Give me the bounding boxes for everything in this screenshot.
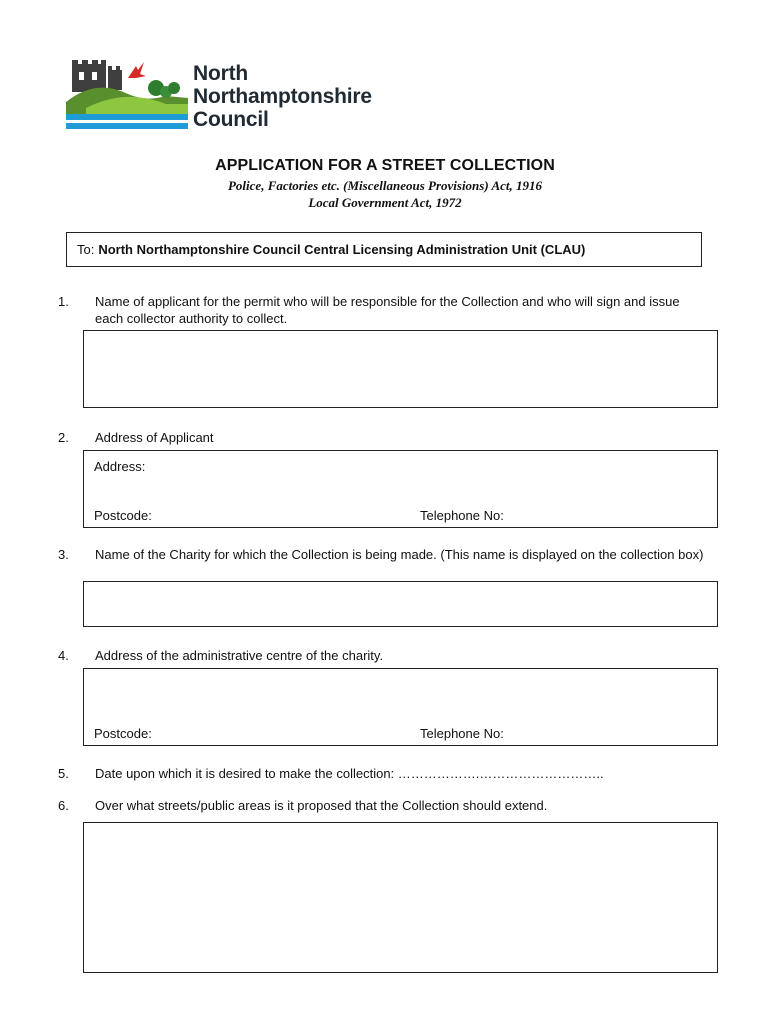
question-text: Address of the administrative centre of the charity. [95,648,384,663]
council-emblem-icon [66,58,188,130]
question-text: Over what streets/public areas is it proposed that the Collection should extend. [95,798,548,813]
council-logo [66,56,396,134]
question-text: Address of Applicant [95,430,214,445]
logo-line-3: Council [193,108,269,131]
telephone-label: Telephone No: [420,726,504,741]
question-number: 5. [58,766,69,781]
address-label: Address: [94,459,146,474]
question-text[interactable]: Date upon which it is desired to make the collection: ……………….……………………….. [95,766,604,781]
recipient-box [66,232,702,267]
recipient-prefix: To: [77,242,95,257]
question-number: 2. [58,430,69,445]
subtitle-act-1916: Police, Factories etc. (Miscellaneous Provisions) Act, 1916 [227,178,542,193]
question-number: 6. [58,798,69,813]
collection-areas-field[interactable] [83,822,718,973]
question-number: 3. [58,547,69,562]
recipient-name: North Northamptonshire Council Central Licensing Administration Unit (CLAU) [98,242,586,257]
question-number: 1. [58,294,69,309]
logo-wordmark [193,62,372,131]
postcode-label: Postcode: [94,726,152,741]
applicant-name-field[interactable] [83,330,718,408]
logo-line-2: Northamptonshire [193,85,372,108]
question-text: Name of the Charity for which the Collection is being made. (This name is displayed on the collection box) [95,547,704,562]
logo-line-1: North [193,62,248,85]
question-text: Name of applicant for the permit who will be responsible for the Collection and who will sign and issue each collector authority to collect. [95,294,680,326]
charity-address-field[interactable] [83,668,718,746]
question-number: 4. [58,648,69,663]
postcode-label: Postcode: [94,508,152,523]
applicant-address-field[interactable] [83,450,718,528]
charity-name-field[interactable] [83,581,718,627]
subtitle-act-1972: Local Government Act, 1972 [308,195,462,210]
page-title: APPLICATION FOR A STREET COLLECTION [215,157,555,174]
telephone-label: Telephone No: [420,508,504,523]
